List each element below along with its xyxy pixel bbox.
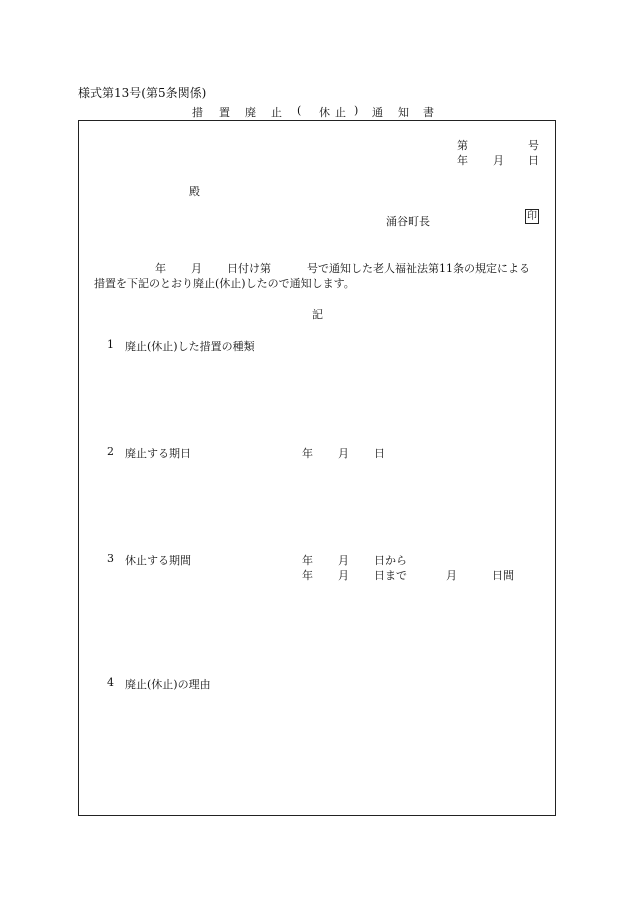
title-char: 知 [398,106,409,119]
body-line1-rest: 号で通知した老人福祉法第11条の規定による [307,262,530,275]
suspend-to-year: 年 [302,569,313,582]
item-label: 休止する期間 [125,554,191,567]
date-month: 月 [493,154,504,167]
body-day-dated: 日付け第 [227,262,271,275]
title-char: 措 [192,106,203,119]
item-number: 4 [107,676,114,689]
date-day: 日 [528,154,539,167]
item-label: 廃止する期日 [125,447,191,460]
suspend-months: 月 [446,569,457,582]
date-year: 年 [457,154,468,167]
title-char: 置 [219,106,230,119]
title-char: 書 [423,106,434,119]
sender-name: 涌谷町長 [386,215,430,228]
suspend-to-month: 月 [338,569,349,582]
seal-box: 印 [527,211,537,222]
suspend-from-day: 日から [374,554,407,567]
abolish-year: 年 [302,447,313,460]
item-label: 廃止(休止)した措置の種類 [125,340,255,353]
item-number: 1 [107,338,114,351]
body-month: 月 [191,262,202,275]
item-number: 3 [107,552,114,565]
number-prefix: 第 [457,139,468,152]
title-char: ( [297,104,302,117]
suspend-to-day: 日まで [374,569,407,582]
addressee-suffix: 殿 [189,185,200,198]
suspend-days: 日間 [492,569,514,582]
abolish-day: 日 [374,447,385,460]
title-char: 止 [271,106,282,119]
abolish-month: 月 [338,447,349,460]
body-line2: 措置を下記のとおり廃止(休止)したので通知します。 [94,277,355,290]
item-number: 2 [107,445,114,458]
title-char: 休 [319,106,330,119]
ki-heading: 記 [312,308,323,321]
suspend-from-month: 月 [338,554,349,567]
suspend-from-year: 年 [302,554,313,567]
body-year: 年 [155,262,166,275]
form-number-label: 様式第13号(第5条関係) [78,86,207,100]
title-char: 廃 [245,106,256,119]
number-suffix: 号 [528,139,539,152]
item-label: 廃止(休止)の理由 [125,678,211,691]
form-frame [78,120,556,816]
title-char: 通 [372,106,383,119]
title-char: 止 [335,106,346,119]
title-char: ) [354,104,359,117]
